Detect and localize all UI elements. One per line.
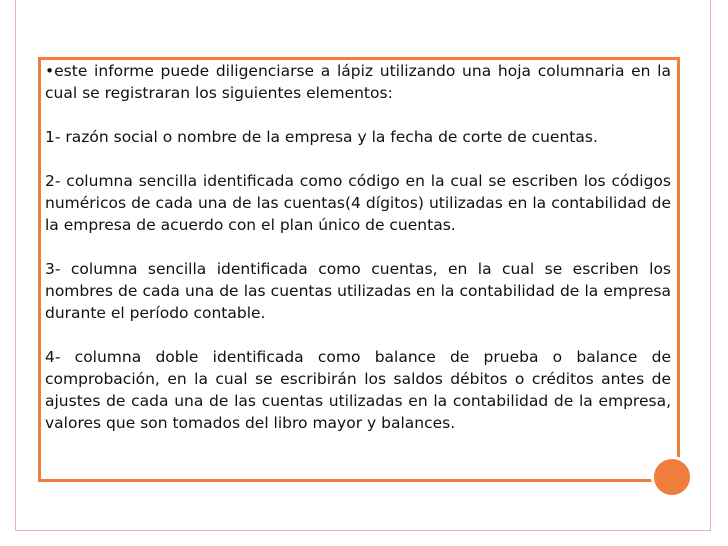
slide-text	[45, 60, 671, 434]
paragraph-item-3: 3- columna sencilla identificada como cuentas, en la cual se escriben los nombres de cada una de las cuentas utilizadas en la contabilidad de la empresa durante el período contable.	[45, 260, 671, 322]
paragraph-item-4: 4- columna doble identificada como balance de prueba o balance de comprobación, en la cual se escribirán los saldos débitos o créditos antes de ajustes de cada una de las cuentas utilizadas en la contabilidad de la empresa, valores que son tomados del libro mayor y balances.	[45, 348, 671, 432]
paragraph-item-2: 2- columna sencilla identificada como código en la cual se escriben los códigos numéricos de cada una de las cuentas(4 dígitos) utilizadas en la contabilidad de la empresa de acuerdo con el plan único de cuentas.	[45, 172, 671, 234]
decorative-circle	[651, 456, 693, 498]
paragraph-item-1: 1- razón social o nombre de la empresa y la fecha de corte de cuentas.	[45, 128, 598, 146]
paragraph-intro: •este informe puede diligenciarse a lápiz utilizando una hoja columnaria en la cual se registraran los siguientes elementos:	[45, 62, 671, 102]
